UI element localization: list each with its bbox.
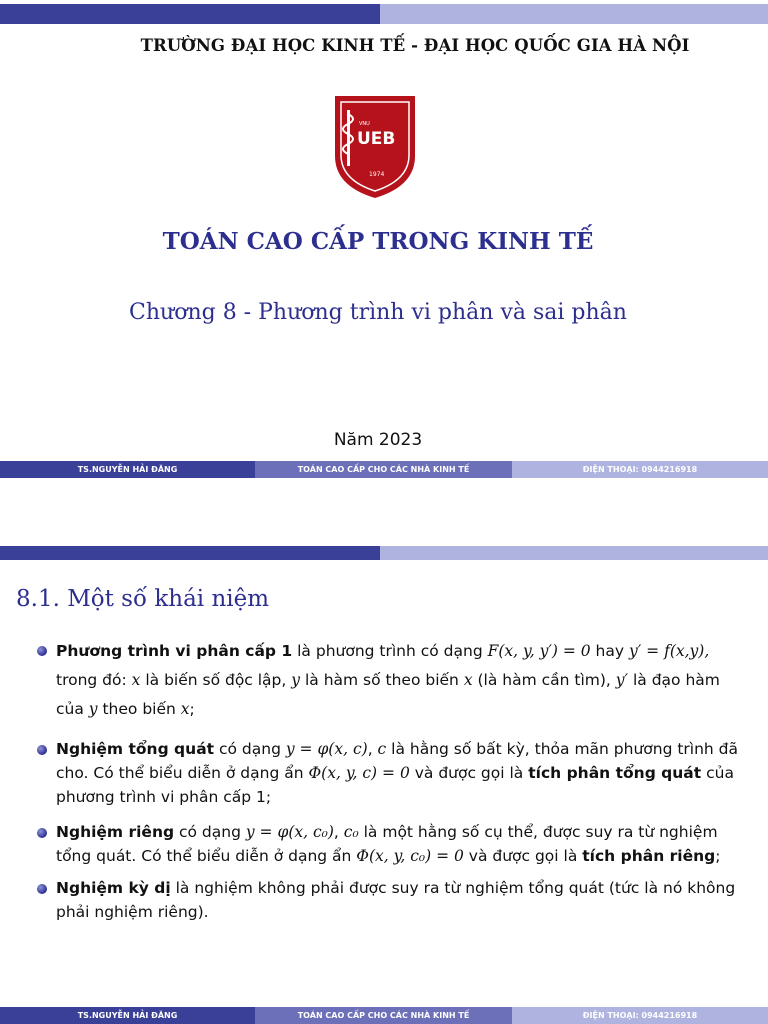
- footer-author: TS.NGUYỄN HẢI ĐĂNG: [0, 461, 255, 478]
- footer-course: TOÁN CAO CẤP CHO CÁC NHÀ KINH TẾ: [255, 461, 512, 478]
- bullet-text: Nghiệm kỳ dị là nghiệm không phải được suy ra từ nghiệm tổng quát (tức là nó không phải nghiệm riêng).: [56, 879, 736, 921]
- bullet-icon: [37, 745, 47, 755]
- footer-phone: ĐIỆN THOẠI: 0944216918: [512, 461, 768, 478]
- section-title: 8.1. Một số khái niệm: [16, 586, 270, 612]
- chapter-subtitle: Chương 8 - Phương trình vi phân và sai phân: [129, 300, 627, 325]
- top-bar: [0, 546, 768, 560]
- concept-slide: [0, 546, 768, 1024]
- university-name: TRƯỜNG ĐẠI HỌC KINH TẾ - ĐẠI HỌC QUỐC GIA HÀ NỘI: [140, 36, 690, 55]
- bullet-text: Nghiệm tổng quát có dạng y = φ(x, c), c là hằng số bất kỳ, thỏa mãn phương trình đã cho. Có thể biểu diễn ở dạng ẩn Φ(x, y, c) = 0 và được gọi là tích phân tổng quát của phương trình vi phân cấp 1;: [56, 740, 739, 806]
- footer-author: TS.NGUYỄN HẢI ĐĂNG: [0, 1007, 255, 1024]
- bullet-text: Phương trình vi phân cấp 1 là phương trình có dạng F(x, y, y′) = 0 hay y′ = f(x,y), trong đó: x là biến số độc lập, y là hàm số theo biến x (là hàm cần tìm), y′ là đạo hàm của y theo biến x;: [56, 642, 720, 718]
- slide-footer: [0, 461, 768, 478]
- bullet-icon: [37, 828, 47, 838]
- footer-phone: ĐIỆN THOẠI: 0944216918: [512, 1007, 768, 1024]
- logo-small-text: VNU: [359, 121, 370, 127]
- logo-year: 1974: [369, 171, 385, 178]
- logo-text: UEB: [357, 129, 396, 149]
- footer-course: TOÁN CAO CẤP CHO CÁC NHÀ KINH TẾ: [255, 1007, 512, 1024]
- top-bar: [0, 4, 768, 24]
- title-slide: [0, 0, 768, 478]
- slide-footer: [0, 1007, 768, 1024]
- bullet-icon: [37, 646, 47, 656]
- bullet-text: Nghiệm riêng có dạng y = φ(x, c₀), c₀ là một hằng số cụ thể, được suy ra từ nghiệm tổng quát. Có thể biểu diễn ở dạng ẩn Φ(x, y, c₀) = 0 và được gọi là tích phân riêng;: [56, 823, 721, 865]
- bullet-icon: [37, 884, 47, 894]
- ueb-logo-icon: [333, 94, 417, 200]
- course-title: TOÁN CAO CẤP TRONG KINH TẾ: [162, 228, 594, 255]
- year-label: Năm 2023: [333, 430, 423, 450]
